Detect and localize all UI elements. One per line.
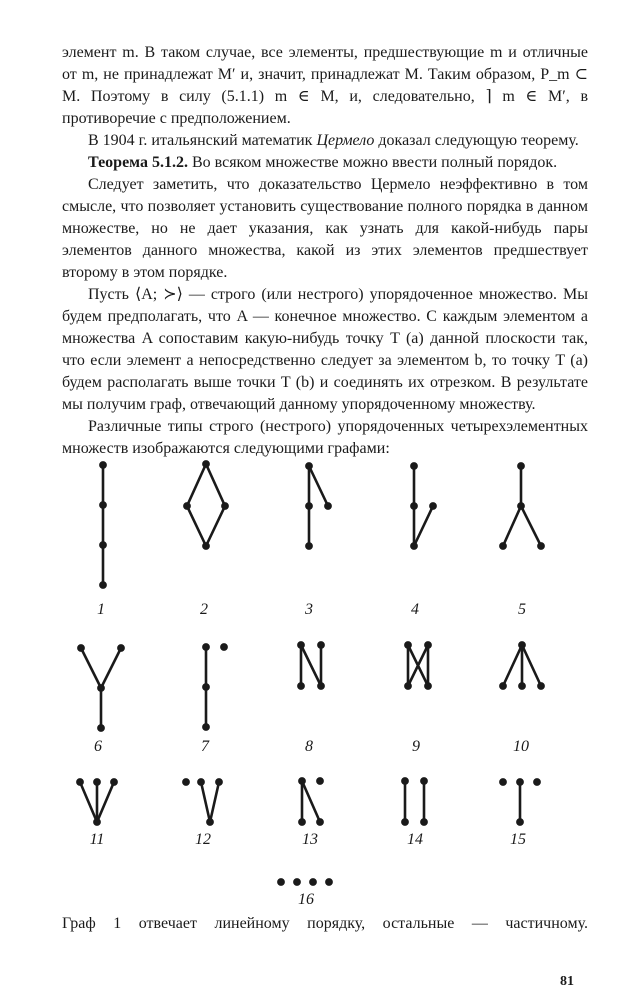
graph-label-10: 10 xyxy=(513,738,529,755)
graph-label-16: 16 xyxy=(298,891,314,908)
graph-label-6: 6 xyxy=(94,738,102,755)
graph-4-diagram xyxy=(411,463,435,548)
paragraph-2-end: доказал следующую теорему. xyxy=(374,132,579,149)
graph-7-diagram xyxy=(203,644,226,729)
paragraph-5: Различные типы строго (нестрого) упорядоченных четырехэлементных множеств изображаются следующими графами: xyxy=(62,418,588,457)
graph-11-diagram xyxy=(77,779,116,824)
graph-10-diagram xyxy=(500,642,543,688)
graph-label-2: 2 xyxy=(200,601,208,618)
graph-9-diagram xyxy=(405,642,430,688)
graph-label-14: 14 xyxy=(407,831,423,848)
graph-label-1: 1 xyxy=(97,601,105,618)
graph-label-15: 15 xyxy=(510,831,526,848)
paragraph-2-start: В 1904 г. итальянский математик xyxy=(88,132,317,149)
graph-12-diagram xyxy=(183,779,221,824)
theorem-text: Во всяком множестве можно ввести полный порядок. xyxy=(187,154,558,171)
theorem-label: Теорема 5.1.2. xyxy=(88,154,188,171)
graph-label-11: 11 xyxy=(89,831,105,848)
graph-label-8: 8 xyxy=(305,738,313,755)
page-number: 81 xyxy=(560,974,574,989)
graph-1-diagram xyxy=(100,462,105,587)
graph-8-diagram xyxy=(298,642,323,688)
graph-16-diagram xyxy=(278,879,331,884)
graph-14-diagram xyxy=(402,778,426,824)
graph-label-4: 4 xyxy=(411,601,419,618)
graph-label-12: 12 xyxy=(195,831,211,848)
graph-2-diagram xyxy=(184,461,227,548)
graph-label-9: 9 xyxy=(412,738,420,755)
paragraph-3: Следует заметить, что доказательство Цермело неэффективно в том смысле, что позволяет установить существование полного порядка в данном множестве, но не дает указания, как узнать для какой-нибудь пары элементов данного множества, какой из этих элементов предшествует второму в этом порядке. xyxy=(62,176,588,281)
graph-label-5: 5 xyxy=(518,601,526,618)
graph-label-13: 13 xyxy=(302,831,318,848)
closing-sentence: Граф 1 отвечает линейному порядку, остальные — частичному. xyxy=(62,915,588,932)
paragraph-1: элемент m. В таком случае, все элементы, предшествующие m и отличные от m, не принадлежат M′ и, значит, принадлежат M. Таким образом, P_m ⊂ M. Поэтому в силу (5.1.1) m ∈ M, и, следовательно, ⌉ m ∈ M′, в противоречие с предположением. xyxy=(62,44,588,127)
graph-15-diagram xyxy=(500,779,539,824)
graph-6-diagram xyxy=(78,645,123,730)
paragraph-4: Пусть ⟨A; ≻⟩ — строго (или нестрого) упорядоченное множество. Мы будем предполагать, что A — конечное множество. С каждым элементом a множества A сопоставим какую-нибудь точку T (a) данной плоскости так, что если элемент a непосредственно следует за элементом b, то точку T (a) будем располагать выше точки T (b) и соединять их отрезком. В результате мы получим граф, отвечающий данному упорядоченному множеству. xyxy=(62,286,588,413)
graph-5-diagram xyxy=(500,463,543,548)
graph-13-diagram xyxy=(299,778,322,824)
graph-3-diagram xyxy=(306,463,330,548)
graph-label-3: 3 xyxy=(305,601,313,618)
zermelo-name: Цермело xyxy=(316,132,375,149)
graph-label-7: 7 xyxy=(201,738,209,755)
